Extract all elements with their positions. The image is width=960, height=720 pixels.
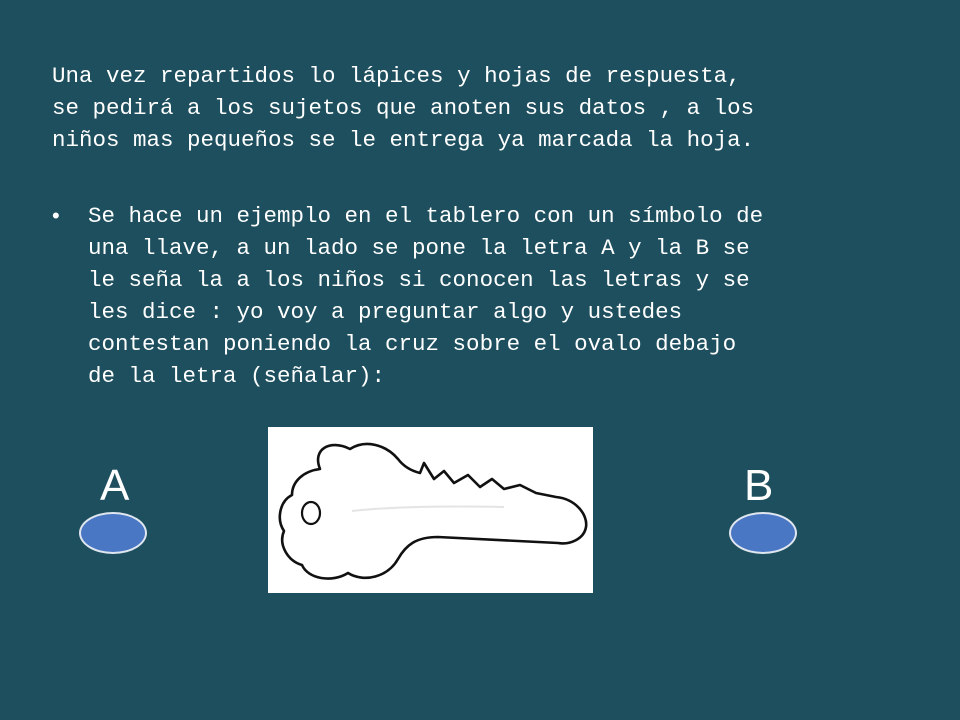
answer-oval-a[interactable]	[79, 512, 147, 554]
key-image	[268, 427, 593, 593]
instructions-paragraph: Una vez repartidos lo lápices y hojas de respuesta, se pedirá a los sujetos que anoten sus datos , a los niños mas pequeños se le entrega ya marcada la hoja.	[52, 63, 755, 153]
bullet-marker: •	[52, 203, 60, 228]
bullet-text: Se hace un ejemplo en el tablero con un símbolo de una llave, a un lado se pone la letra A y la B se le seña la a los niños si conocen las letras y se les dice : yo voy a preguntar algo y ustedes contestan poniendo la cruz sobre el ovalo debajo de la letra (señalar):	[88, 203, 764, 389]
answer-oval-b[interactable]	[729, 512, 797, 554]
letter-b-label: B	[744, 461, 774, 510]
letter-a-label: A	[100, 461, 130, 510]
key-icon	[268, 427, 593, 593]
